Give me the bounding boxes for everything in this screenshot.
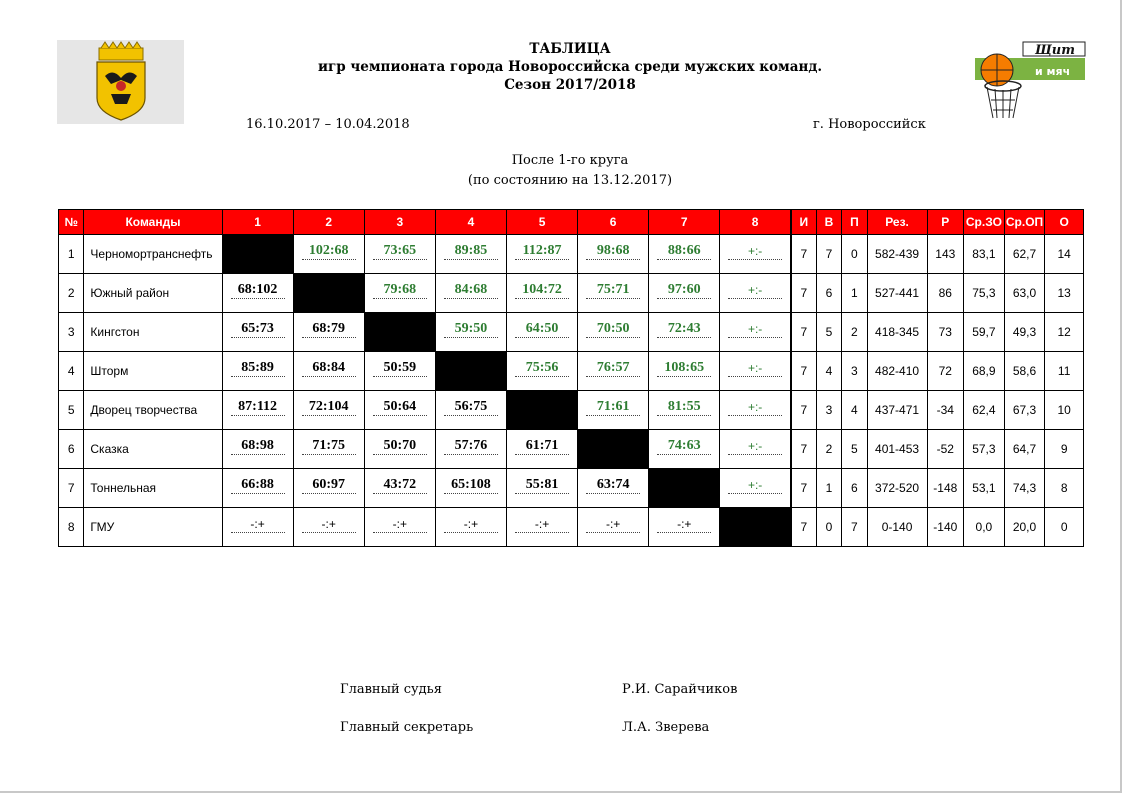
match-score-cell — [578, 352, 649, 391]
match-score: 71:61 — [596, 399, 630, 414]
column-header: Ср.ОП — [1004, 210, 1045, 235]
points-result: 0-140 — [867, 508, 927, 547]
average-conceded: 62,7 — [1004, 235, 1045, 274]
match-score: 72:43 — [667, 321, 701, 336]
self-match-cell — [364, 313, 435, 352]
losses-count: 1 — [842, 274, 867, 313]
match-score-cell — [720, 352, 791, 391]
points-result: 437-471 — [867, 391, 927, 430]
row-number: 2 — [59, 274, 84, 313]
match-score: -:+ — [605, 517, 621, 531]
self-match-cell — [506, 391, 577, 430]
basketball-hoop-logo-icon — [975, 40, 1087, 122]
wins-count: 5 — [816, 313, 841, 352]
standing-points: 13 — [1045, 274, 1084, 313]
wins-count: 7 — [816, 235, 841, 274]
wins-count: 0 — [816, 508, 841, 547]
match-score: 104:72 — [522, 282, 562, 297]
match-score-cell — [506, 469, 577, 508]
column-header: 1 — [222, 210, 293, 235]
self-match-cell — [720, 508, 791, 547]
points-difference: -52 — [927, 430, 964, 469]
match-score: 98:68 — [596, 243, 630, 258]
match-score-cell — [435, 430, 506, 469]
match-score-cell — [720, 430, 791, 469]
match-score: 50:64 — [383, 399, 417, 414]
match-score-cell — [435, 391, 506, 430]
row-number: 8 — [59, 508, 84, 547]
points-result: 582-439 — [867, 235, 927, 274]
table-row — [59, 430, 1084, 469]
document-title: ТАБЛИЦА — [529, 41, 611, 57]
team-name: Кингстон — [84, 313, 222, 352]
column-header: 6 — [578, 210, 649, 235]
match-score: 50:70 — [383, 438, 417, 453]
match-score-cell — [578, 235, 649, 274]
self-match-cell — [293, 274, 364, 313]
chief-judge-name: Р.И. Сарайчиков — [622, 682, 738, 697]
games-played: 7 — [791, 469, 816, 508]
match-score: 43:72 — [383, 477, 417, 492]
match-score: 84:68 — [454, 282, 488, 297]
city-coat-of-arms-emblem — [57, 40, 184, 124]
match-score-cell — [364, 274, 435, 313]
average-scored: 59,7 — [964, 313, 1005, 352]
column-header: О — [1045, 210, 1084, 235]
losses-count: 7 — [842, 508, 867, 547]
self-match-cell — [578, 430, 649, 469]
match-score: 87:112 — [238, 399, 278, 414]
match-score: 65:108 — [451, 477, 491, 492]
losses-count: 3 — [842, 352, 867, 391]
match-score: 73:65 — [383, 243, 417, 258]
match-score-cell — [293, 430, 364, 469]
match-score-cell — [506, 352, 577, 391]
games-played: 7 — [791, 235, 816, 274]
coat-of-arms-icon — [57, 40, 184, 124]
match-score-cell — [649, 391, 720, 430]
self-match-cell — [222, 235, 293, 274]
document-subtitle: игр чемпионата города Новороссийска среди мужских команд. — [317, 59, 823, 75]
row-number: 7 — [59, 469, 84, 508]
match-score: 102:68 — [308, 243, 349, 258]
average-scored: 68,9 — [964, 352, 1005, 391]
match-score: 66:88 — [241, 477, 274, 492]
points-result: 372-520 — [867, 469, 927, 508]
match-score-cell — [435, 274, 506, 313]
team-name: Дворец творчества — [84, 391, 222, 430]
match-score-cell — [649, 508, 720, 547]
match-score-cell — [649, 352, 720, 391]
standing-points: 10 — [1045, 391, 1084, 430]
match-score: +:- — [747, 439, 763, 453]
column-header: № — [59, 210, 84, 235]
standing-points: 8 — [1045, 469, 1084, 508]
match-score-cell — [649, 235, 720, 274]
round-label: После 1-го круга — [511, 153, 629, 168]
svg-text:Щит: Щит — [1035, 43, 1076, 58]
match-score-cell — [293, 469, 364, 508]
match-score-cell — [506, 430, 577, 469]
season-label: Сезон 2017/2018 — [504, 77, 636, 93]
match-score-cell — [506, 508, 577, 547]
average-scored: 53,1 — [964, 469, 1005, 508]
match-score: 81:55 — [667, 399, 701, 414]
match-score-cell — [293, 313, 364, 352]
match-score-cell — [720, 469, 791, 508]
match-score-cell — [222, 352, 293, 391]
match-score-cell — [649, 313, 720, 352]
row-number: 6 — [59, 430, 84, 469]
match-score: 63:74 — [596, 477, 630, 492]
match-score-cell — [649, 274, 720, 313]
match-score-cell — [364, 352, 435, 391]
games-played: 7 — [791, 352, 816, 391]
match-score: 88:66 — [667, 243, 701, 258]
average-scored: 62,4 — [964, 391, 1005, 430]
average-scored: 83,1 — [964, 235, 1005, 274]
row-number: 1 — [59, 235, 84, 274]
match-score-cell — [364, 469, 435, 508]
table-row — [59, 274, 1084, 313]
date-range: 16.10.2017 – 10.04.2018 — [246, 117, 410, 132]
match-score-cell — [435, 235, 506, 274]
match-score: -:+ — [534, 517, 550, 531]
games-played: 7 — [791, 508, 816, 547]
chief-secretary-label: Главный секретарь — [340, 720, 474, 735]
match-score-cell — [578, 313, 649, 352]
match-score-cell — [578, 469, 649, 508]
match-score-cell — [364, 235, 435, 274]
shield-and-ball-logo — [975, 40, 1087, 122]
match-score-cell — [720, 274, 791, 313]
match-score: 50:59 — [383, 360, 417, 375]
match-score-cell — [720, 313, 791, 352]
table-header-row — [59, 210, 1084, 235]
points-result: 482-410 — [867, 352, 927, 391]
match-score-cell — [364, 430, 435, 469]
match-score: 75:56 — [525, 360, 559, 375]
column-header: 2 — [293, 210, 364, 235]
match-score: 60:97 — [312, 477, 346, 492]
games-played: 7 — [791, 274, 816, 313]
column-header: 5 — [506, 210, 577, 235]
column-header: В — [816, 210, 841, 235]
average-conceded: 64,7 — [1004, 430, 1045, 469]
match-score: +:- — [747, 283, 763, 297]
chief-secretary-name: Л.А. Зверева — [622, 720, 710, 735]
games-played: 7 — [791, 391, 816, 430]
column-header: И — [791, 210, 816, 235]
match-score-cell — [222, 313, 293, 352]
column-header: Рез. — [867, 210, 927, 235]
match-score: 61:71 — [525, 438, 559, 453]
team-name: ГМУ — [84, 508, 222, 547]
column-header: Ср.ЗО — [964, 210, 1005, 235]
match-score: 79:68 — [383, 282, 417, 297]
match-score-cell — [222, 469, 293, 508]
match-score: 76:57 — [596, 360, 630, 375]
points-difference: 86 — [927, 274, 964, 313]
table-row — [59, 235, 1084, 274]
column-header: Команды — [84, 210, 222, 235]
team-name: Сказка — [84, 430, 222, 469]
table-row — [59, 508, 1084, 547]
points-difference: 72 — [927, 352, 964, 391]
table-row — [59, 352, 1084, 391]
match-score: +:- — [747, 244, 763, 258]
losses-count: 5 — [842, 430, 867, 469]
row-number: 5 — [59, 391, 84, 430]
match-score: -:+ — [392, 517, 407, 531]
match-score: 65:73 — [241, 321, 274, 336]
games-played: 7 — [791, 430, 816, 469]
wins-count: 6 — [816, 274, 841, 313]
match-score: 74:63 — [667, 438, 701, 453]
match-score-cell — [578, 508, 649, 547]
wins-count: 1 — [816, 469, 841, 508]
points-difference: -148 — [927, 469, 964, 508]
match-score-cell — [649, 430, 720, 469]
match-score: 68:98 — [241, 438, 274, 453]
column-header: Р — [927, 210, 964, 235]
match-score: -:+ — [250, 517, 265, 531]
standing-points: 9 — [1045, 430, 1084, 469]
row-number: 4 — [59, 352, 84, 391]
match-score-cell — [435, 469, 506, 508]
match-score: 68:84 — [312, 360, 346, 375]
table-row — [59, 391, 1084, 430]
match-score-cell — [506, 274, 577, 313]
average-conceded: 49,3 — [1004, 313, 1045, 352]
match-score: 68:79 — [312, 321, 346, 336]
match-score-cell — [364, 508, 435, 547]
team-name: Южный район — [84, 274, 222, 313]
self-match-cell — [435, 352, 506, 391]
svg-text:и мяч: и мяч — [1035, 65, 1071, 78]
wins-count: 4 — [816, 352, 841, 391]
average-conceded: 67,3 — [1004, 391, 1045, 430]
match-score-cell — [293, 508, 364, 547]
match-score: -:+ — [677, 517, 692, 531]
losses-count: 2 — [842, 313, 867, 352]
match-score: 59:50 — [454, 321, 488, 336]
average-conceded: 20,0 — [1004, 508, 1045, 547]
points-difference: -140 — [927, 508, 964, 547]
chief-judge-label: Главный судья — [340, 682, 442, 697]
points-difference: -34 — [927, 391, 964, 430]
match-score-cell — [222, 391, 293, 430]
games-played: 7 — [791, 313, 816, 352]
points-result: 401-453 — [867, 430, 927, 469]
column-header: 7 — [649, 210, 720, 235]
column-header: 4 — [435, 210, 506, 235]
match-score: +:- — [747, 478, 763, 492]
match-score: -:+ — [321, 517, 336, 531]
match-score-cell — [222, 430, 293, 469]
match-score: 57:76 — [454, 438, 488, 453]
average-scored: 75,3 — [964, 274, 1005, 313]
match-score: 75:71 — [596, 282, 630, 297]
match-score-cell — [506, 235, 577, 274]
losses-count: 4 — [842, 391, 867, 430]
city-name: г. Новороссийск — [813, 117, 926, 132]
match-score: 64:50 — [525, 321, 559, 336]
wins-count: 3 — [816, 391, 841, 430]
points-result: 527-441 — [867, 274, 927, 313]
wins-count: 2 — [816, 430, 841, 469]
match-score: 108:65 — [664, 360, 705, 375]
match-score-cell — [435, 508, 506, 547]
average-conceded: 74,3 — [1004, 469, 1045, 508]
points-difference: 73 — [927, 313, 964, 352]
match-score-cell — [222, 274, 293, 313]
standing-points: 12 — [1045, 313, 1084, 352]
average-conceded: 58,6 — [1004, 352, 1045, 391]
row-number: 3 — [59, 313, 84, 352]
match-score: 89:85 — [454, 243, 488, 258]
match-score: 70:50 — [596, 321, 630, 336]
team-name: Шторм — [84, 352, 222, 391]
table-row — [59, 469, 1084, 508]
column-header: П — [842, 210, 867, 235]
match-score-cell — [435, 313, 506, 352]
match-score-cell — [293, 352, 364, 391]
losses-count: 0 — [842, 235, 867, 274]
match-score: -:+ — [463, 517, 479, 531]
match-score: +:- — [747, 322, 763, 336]
match-score-cell — [578, 391, 649, 430]
match-score-cell — [720, 235, 791, 274]
match-score: 72:104 — [308, 399, 349, 414]
average-scored: 57,3 — [964, 430, 1005, 469]
match-score: 55:81 — [525, 477, 559, 492]
match-score: 85:89 — [241, 360, 274, 375]
match-score: 71:75 — [312, 438, 346, 453]
match-score-cell — [293, 235, 364, 274]
match-score: 97:60 — [667, 282, 701, 297]
match-score: 56:75 — [454, 399, 488, 414]
self-match-cell — [649, 469, 720, 508]
points-difference: 143 — [927, 235, 964, 274]
match-score-cell — [364, 391, 435, 430]
column-header: 8 — [720, 210, 791, 235]
team-name: Черномортранснефть — [84, 235, 222, 274]
points-result: 418-345 — [867, 313, 927, 352]
standing-points: 0 — [1045, 508, 1084, 547]
average-conceded: 63,0 — [1004, 274, 1045, 313]
match-score-cell — [293, 391, 364, 430]
team-name: Тоннельная — [84, 469, 222, 508]
match-score: +:- — [747, 400, 763, 414]
table-row — [59, 313, 1084, 352]
column-header: 3 — [364, 210, 435, 235]
standings-table — [58, 209, 1084, 547]
match-score-cell — [222, 508, 293, 547]
standing-points: 14 — [1045, 235, 1084, 274]
standing-points: 11 — [1045, 352, 1084, 391]
match-score-cell — [578, 274, 649, 313]
match-score: +:- — [747, 361, 763, 375]
match-score-cell — [506, 313, 577, 352]
average-scored: 0,0 — [964, 508, 1005, 547]
match-score: 112:87 — [522, 243, 562, 258]
match-score-cell — [720, 391, 791, 430]
status-date-label: (по состоянию на 13.12.2017) — [467, 173, 673, 188]
standings-body — [59, 235, 1084, 547]
match-score: 68:102 — [237, 282, 278, 297]
losses-count: 6 — [842, 469, 867, 508]
